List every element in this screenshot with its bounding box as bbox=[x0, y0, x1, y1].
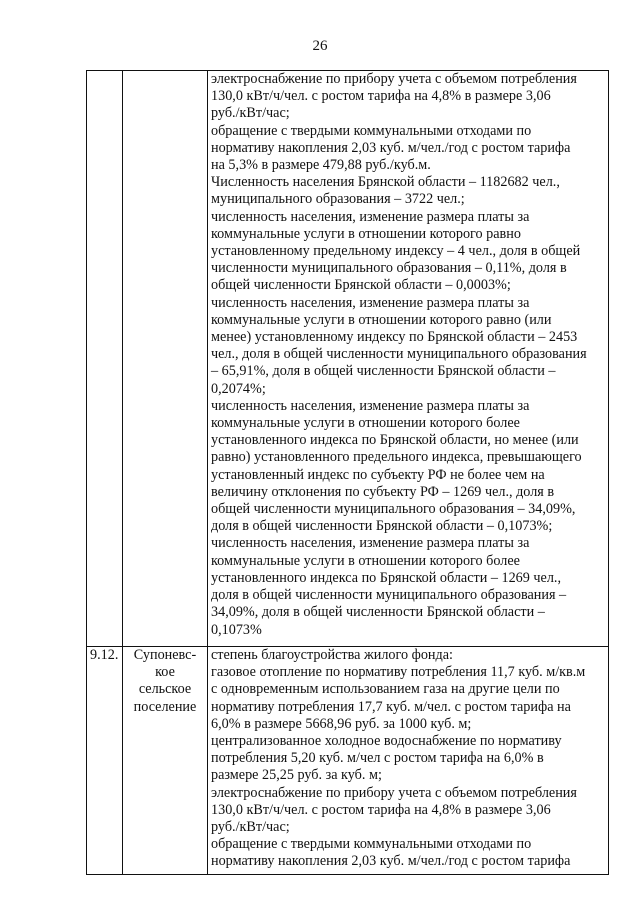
table-row bbox=[87, 647, 609, 875]
settlement-name-line: сельское bbox=[138, 681, 192, 698]
description-line: руб./кВт/час; bbox=[211, 105, 290, 122]
description-line: величину отклонения по субъекту РФ – 1269 чел., доля в bbox=[211, 483, 555, 500]
settlement-name-line: поселение bbox=[133, 698, 197, 715]
description-line: нормативу накопления 2,03 куб. м/чел./год с ростом тарифа bbox=[211, 853, 571, 870]
description-line: 130,0 кВт/ч/чел. с ростом тарифа на 4,8% в размере 3,06 bbox=[211, 88, 551, 105]
description-line: электроснабжение по прибору учета с объемом потребления bbox=[211, 784, 577, 801]
description-line: 130,0 кВт/ч/чел. с ростом тарифа на 4,8% в размере 3,06 bbox=[211, 801, 551, 818]
description-line: размере 25,25 руб. за куб. м; bbox=[211, 767, 382, 784]
description-line: – 65,91%, доля в общей численности Брянской области – bbox=[211, 363, 556, 380]
description-line: общей численности муниципального образования – 34,09%, bbox=[211, 501, 576, 518]
description-line: численности муниципального образования – 0,11%, доля в bbox=[211, 260, 567, 277]
description-line: 6,0% в размере 5668,96 руб. за 1000 куб. м; bbox=[211, 715, 472, 732]
description-line: 0,1073% bbox=[211, 621, 262, 638]
description-line: коммунальные услуги в отношении которого равно (или bbox=[211, 311, 552, 328]
description-line: коммунальные услуги в отношении которого более bbox=[211, 415, 520, 432]
description-line: потребления 5,20 куб. м/чел с ростом тарифа на 6,0% в bbox=[211, 750, 544, 767]
tariff-description bbox=[208, 71, 609, 647]
description-line: на 5,3% в размере 479,88 руб./куб.м. bbox=[211, 157, 431, 174]
description-line: численность населения, изменение размера платы за bbox=[211, 208, 530, 225]
description-line: коммунальные услуги в отношении которого более bbox=[211, 552, 520, 569]
description-line: обращение с твердыми коммунальными отходами по bbox=[211, 122, 532, 139]
description-line: муниципального образования – 3722 чел.; bbox=[211, 191, 465, 208]
description-line: чел., доля в общей численности муниципального образования bbox=[211, 346, 587, 363]
description-line: установленному предельному индексу – 4 чел., доля в общей bbox=[211, 243, 581, 260]
row-number bbox=[87, 71, 123, 647]
tariff-table bbox=[86, 70, 609, 875]
description-line: нормативу потребления 17,7 куб. м/чел. с ростом тарифа на bbox=[211, 698, 571, 715]
settlement-name-line: Супоневс- bbox=[133, 647, 197, 663]
description-line: 0,2074%; bbox=[211, 380, 266, 397]
description-line: централизованное холодное водоснабжение по нормативу bbox=[211, 733, 562, 750]
description-line: нормативу накопления 2,03 куб. м/чел./год с ростом тарифа bbox=[211, 139, 571, 156]
description-line: установленного индекса по Брянской области, но менее (или bbox=[211, 432, 579, 449]
description-line: руб./кВт/час; bbox=[211, 819, 290, 836]
description-line: коммунальные услуги в отношении которого равно bbox=[211, 225, 521, 242]
description-line: доля в общей численности Брянской области – 0,1073%; bbox=[211, 518, 553, 535]
row-number: 9.12. bbox=[87, 647, 123, 875]
description-line: численность населения, изменение размера платы за bbox=[211, 294, 530, 311]
description-line: установленный индекс по субъекту РФ не более чем на bbox=[211, 466, 545, 483]
description-line: менее) установленному индексу по Брянской области – 2453 bbox=[211, 329, 578, 346]
page-number: 26 bbox=[312, 38, 328, 54]
tariff-description bbox=[208, 647, 609, 875]
description-line: 34,09%, доля в общей численности Брянской области – bbox=[211, 604, 545, 621]
description-line: доля в общей численности муниципального образования – bbox=[211, 587, 567, 604]
settlement-name bbox=[123, 647, 208, 875]
description-line: газовое отопление по нормативу потребления 11,7 куб. м/кв.м bbox=[211, 664, 586, 681]
description-line: электроснабжение по прибору учета с объемом потребления bbox=[211, 71, 577, 87]
description-line: установленного индекса по Брянской области – 1269 чел., bbox=[211, 569, 562, 586]
table-row bbox=[87, 71, 609, 647]
description-line: общей численности Брянской области – 0,0003%; bbox=[211, 277, 511, 294]
description-line: степень благоустройства жилого фонда: bbox=[211, 647, 453, 663]
description-line: численность населения, изменение размера платы за bbox=[211, 397, 530, 414]
description-line: с одновременным использованием газа на другие цели по bbox=[211, 681, 560, 698]
description-line: численность населения, изменение размера платы за bbox=[211, 535, 530, 552]
description-line: Численность населения Брянской области – 1182682 чел., bbox=[211, 174, 560, 191]
description-line: равно) установленного предельного индекса, превышающего bbox=[211, 449, 582, 466]
settlement-name-line: кое bbox=[155, 664, 175, 681]
description-line: обращение с твердыми коммунальными отходами по bbox=[211, 836, 532, 853]
settlement-name bbox=[123, 71, 208, 647]
